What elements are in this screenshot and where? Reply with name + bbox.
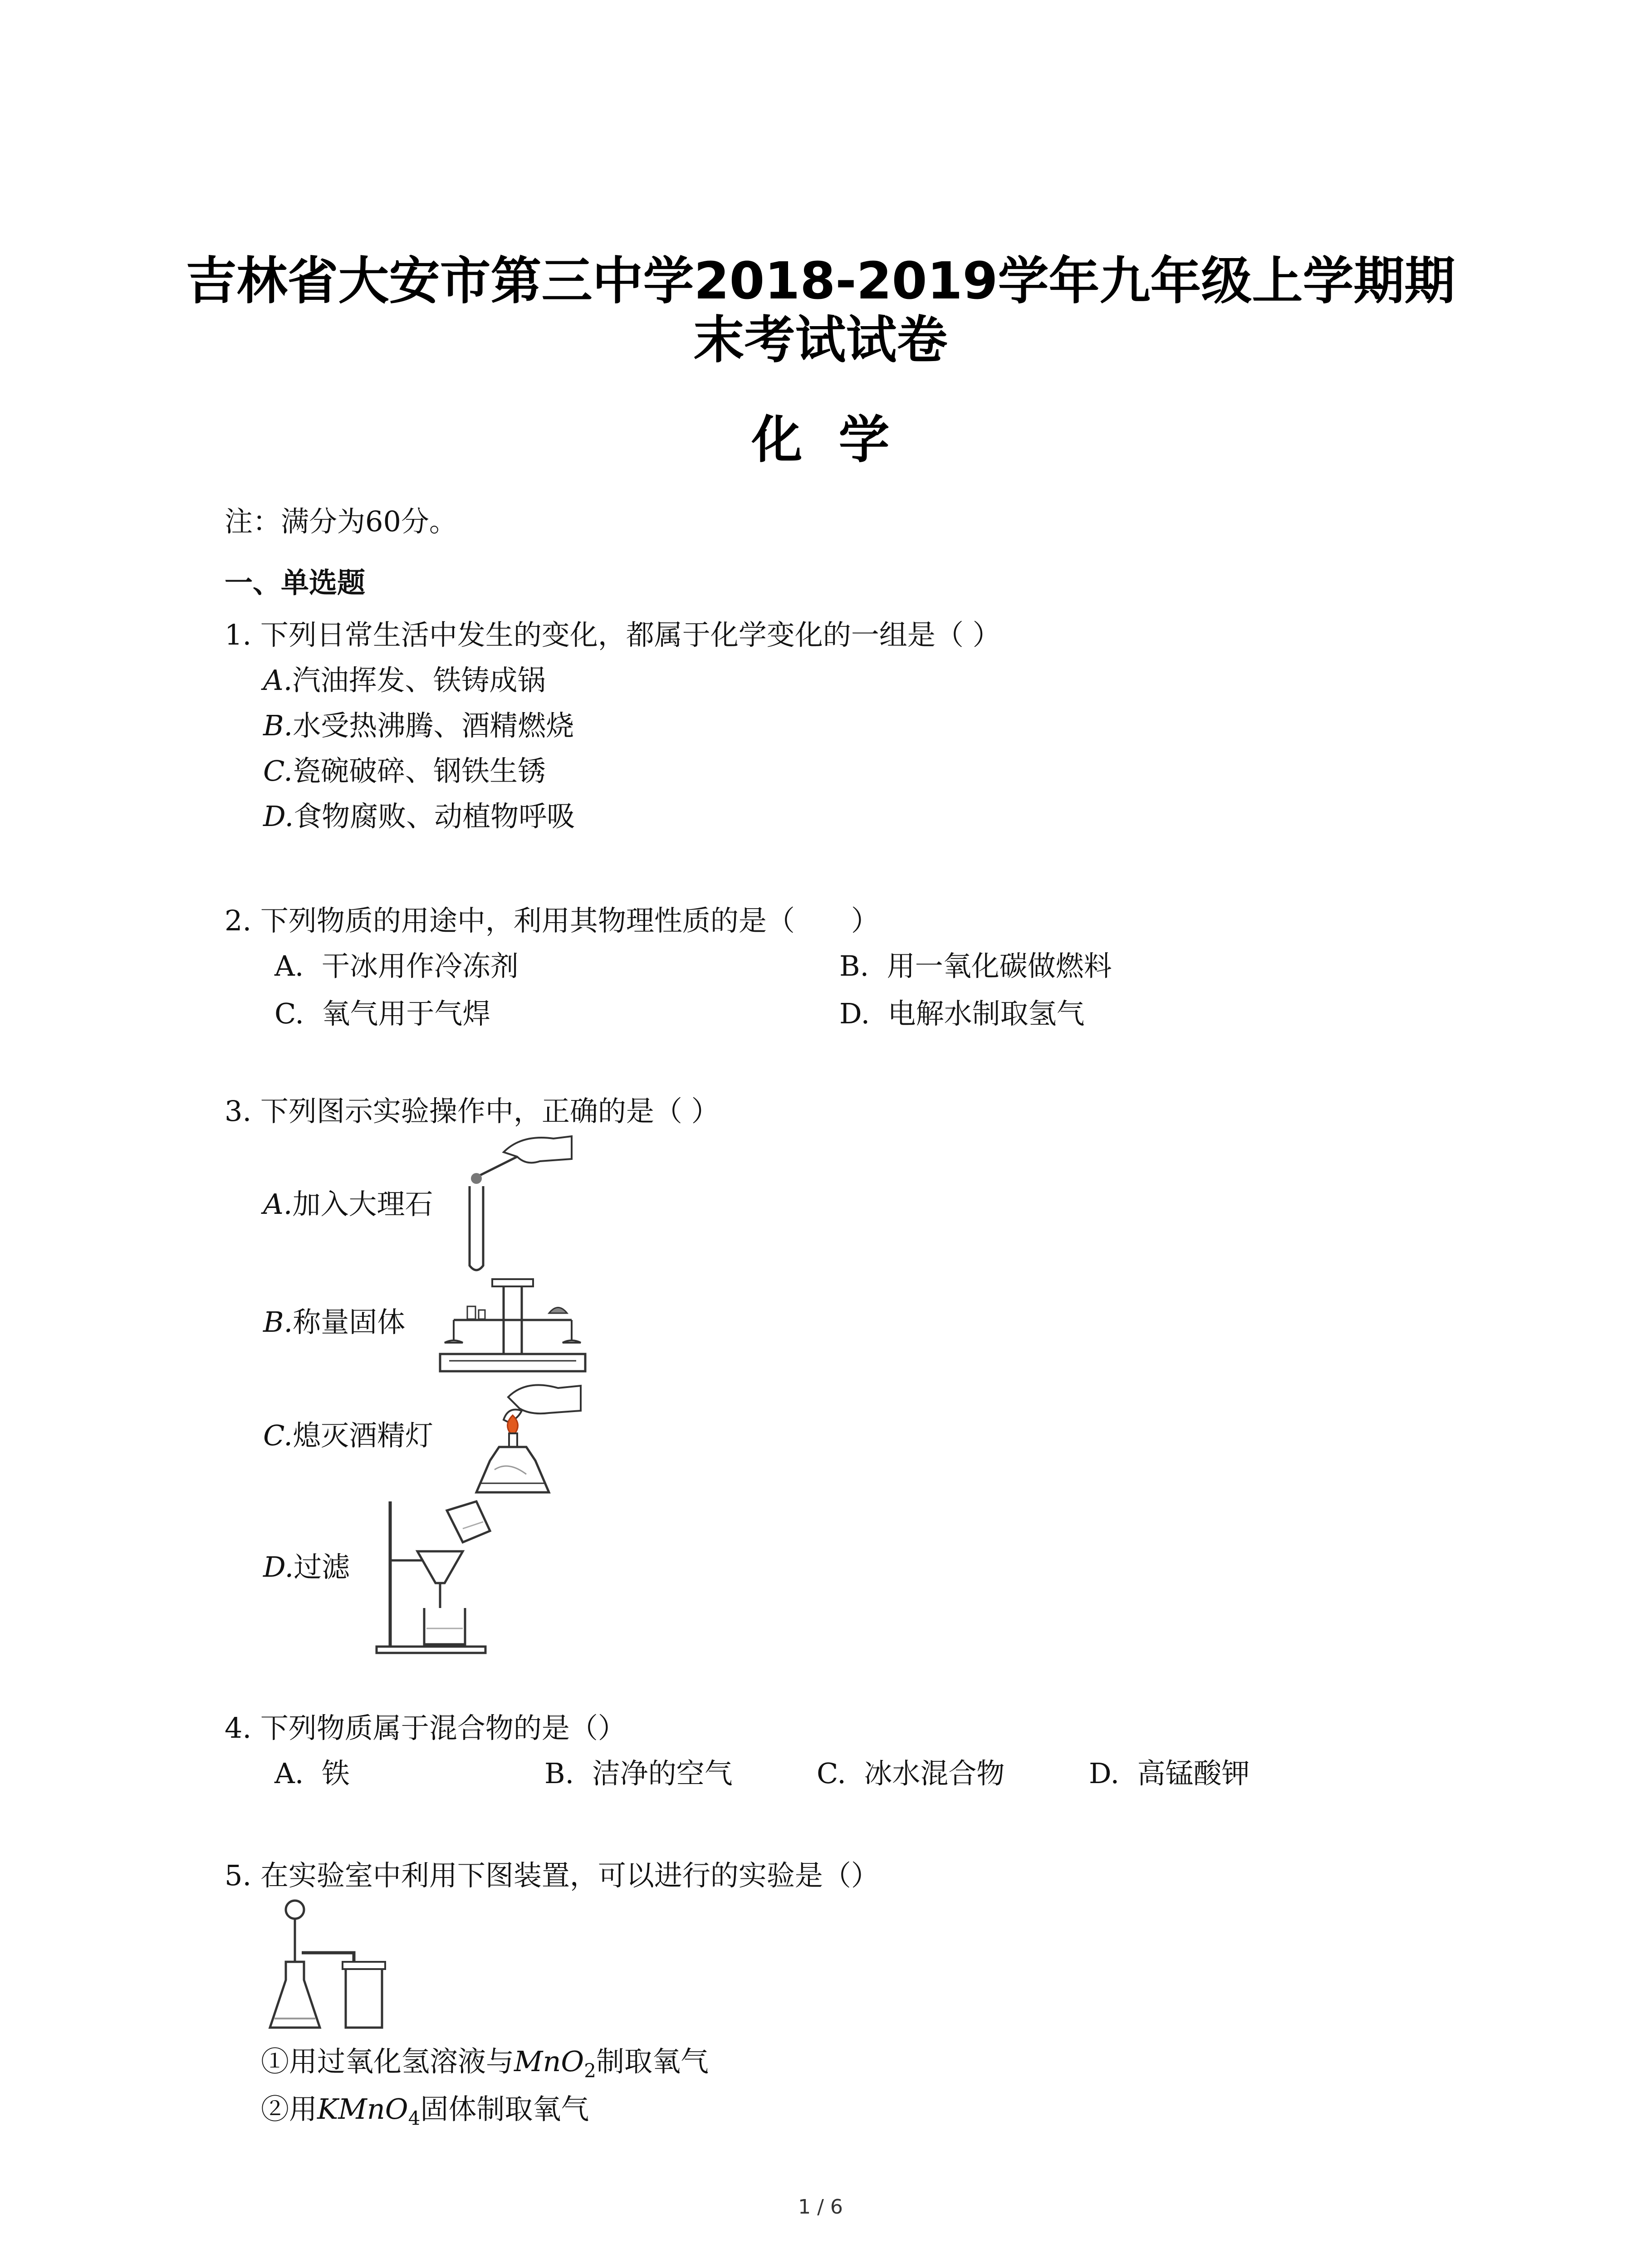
q4-option-c — [817, 1755, 1004, 1792]
q1-option-c — [263, 753, 546, 789]
option-letter: D. — [839, 997, 870, 1030]
q4-option-d — [1089, 1755, 1250, 1792]
q5-item2 — [261, 2091, 589, 2136]
option-text: 瓷碗破碎、钢铁生锈 — [292, 754, 546, 787]
option-letter: B. — [544, 1757, 574, 1790]
option-letter: D. — [1089, 1757, 1120, 1790]
item-prefix: ①用过氧化氢溶液与 — [261, 2045, 514, 2078]
q3-option-a — [263, 1186, 433, 1222]
q2-option-c — [274, 996, 490, 1032]
option-text: 氧气用于气焊 — [322, 997, 491, 1030]
chem-formula: MnO — [514, 2045, 584, 2078]
option-letter: C. — [817, 1757, 846, 1790]
chem-subscript: 4 — [408, 2107, 421, 2130]
gas-apparatus-figure — [268, 1898, 404, 2034]
option-letter: D. — [263, 800, 294, 833]
section-heading: 一、单选题 — [225, 566, 366, 599]
option-text: 铁 — [321, 1757, 350, 1790]
add-marble-figure — [449, 1125, 576, 1275]
option-letter: A. — [263, 664, 293, 697]
exam-title-line1: 吉林省大安市第三中学2018-2019学年九年级上学期期 — [186, 252, 1455, 311]
q2-stem: 2. 下列物质的用途中，利用其物理性质的是（ ） — [225, 904, 879, 937]
q1-stem: 1. 下列日常生活中发生的变化，都属于化学变化的一组是（ ） — [225, 618, 1001, 651]
option-letter: C. — [274, 997, 304, 1030]
option-text: 食物腐败、动植物呼吸 — [294, 800, 575, 833]
exam-title-line2: 末考试试卷 — [693, 311, 948, 370]
q5-stem: 5. 在实验室中利用下图装置，可以进行的实验是（） — [225, 1859, 879, 1892]
subject-title: 化学 — [751, 411, 926, 469]
option-text: 高锰酸钾 — [1137, 1757, 1250, 1790]
option-text: 水受热沸腾、酒精燃烧 — [293, 709, 574, 742]
q1-option-d — [263, 798, 575, 835]
item-suffix: 固体制取氧气 — [420, 2092, 589, 2126]
filtration-figure — [372, 1492, 508, 1656]
option-text: 称量固体 — [293, 1305, 406, 1339]
q2-option-b — [839, 948, 1112, 984]
q4-option-b — [544, 1755, 733, 1792]
q4-stem: 4. 下列物质属于混合物的是（） — [225, 1711, 626, 1745]
option-letter: B. — [263, 709, 293, 742]
option-text: 干冰用作冷冻剂 — [321, 949, 519, 982]
alcohol-lamp-figure — [458, 1379, 585, 1506]
option-letter: C. — [263, 1419, 293, 1452]
q3-option-d — [263, 1549, 350, 1585]
option-letter: A. — [263, 1188, 293, 1221]
option-letter: B. — [263, 1305, 293, 1339]
option-text: 熄灭酒精灯 — [292, 1419, 433, 1452]
option-letter: A. — [274, 1757, 304, 1790]
option-letter: D. — [263, 1550, 294, 1584]
chem-subscript: 2 — [584, 2059, 596, 2082]
q1-option-b — [263, 708, 574, 744]
option-text: 洁净的空气 — [592, 1757, 733, 1790]
q2-option-a — [274, 948, 519, 984]
q3-option-c — [263, 1418, 433, 1454]
item-prefix: ②用 — [261, 2092, 318, 2126]
option-text: 加入大理石 — [292, 1188, 433, 1221]
q5-item1 — [261, 2043, 709, 2089]
page-number: 1 / 6 — [798, 2195, 843, 2219]
q3-option-b — [263, 1304, 405, 1340]
option-letter: A. — [274, 949, 304, 982]
q1-option-a — [263, 662, 546, 699]
q3-stem: 3. 下列图示实验操作中，正确的是（ ） — [225, 1095, 720, 1128]
score-note: 注：满分为60分。 — [225, 505, 457, 538]
q4-option-a — [274, 1755, 350, 1792]
balance-scale-figure — [436, 1270, 590, 1374]
option-text: 用一氧化碳做燃料 — [887, 949, 1112, 982]
option-letter: B. — [839, 949, 869, 982]
chem-formula: KMnO — [317, 2092, 408, 2126]
q2-option-d — [839, 996, 1085, 1032]
option-text: 冰水混合物 — [864, 1757, 1005, 1790]
option-text: 电解水制取氢气 — [887, 997, 1085, 1030]
option-text: 汽油挥发、铁铸成锅 — [292, 664, 546, 697]
option-letter: C. — [263, 754, 293, 787]
option-text: 过滤 — [294, 1550, 350, 1584]
item-suffix: 制取氧气 — [596, 2045, 709, 2078]
